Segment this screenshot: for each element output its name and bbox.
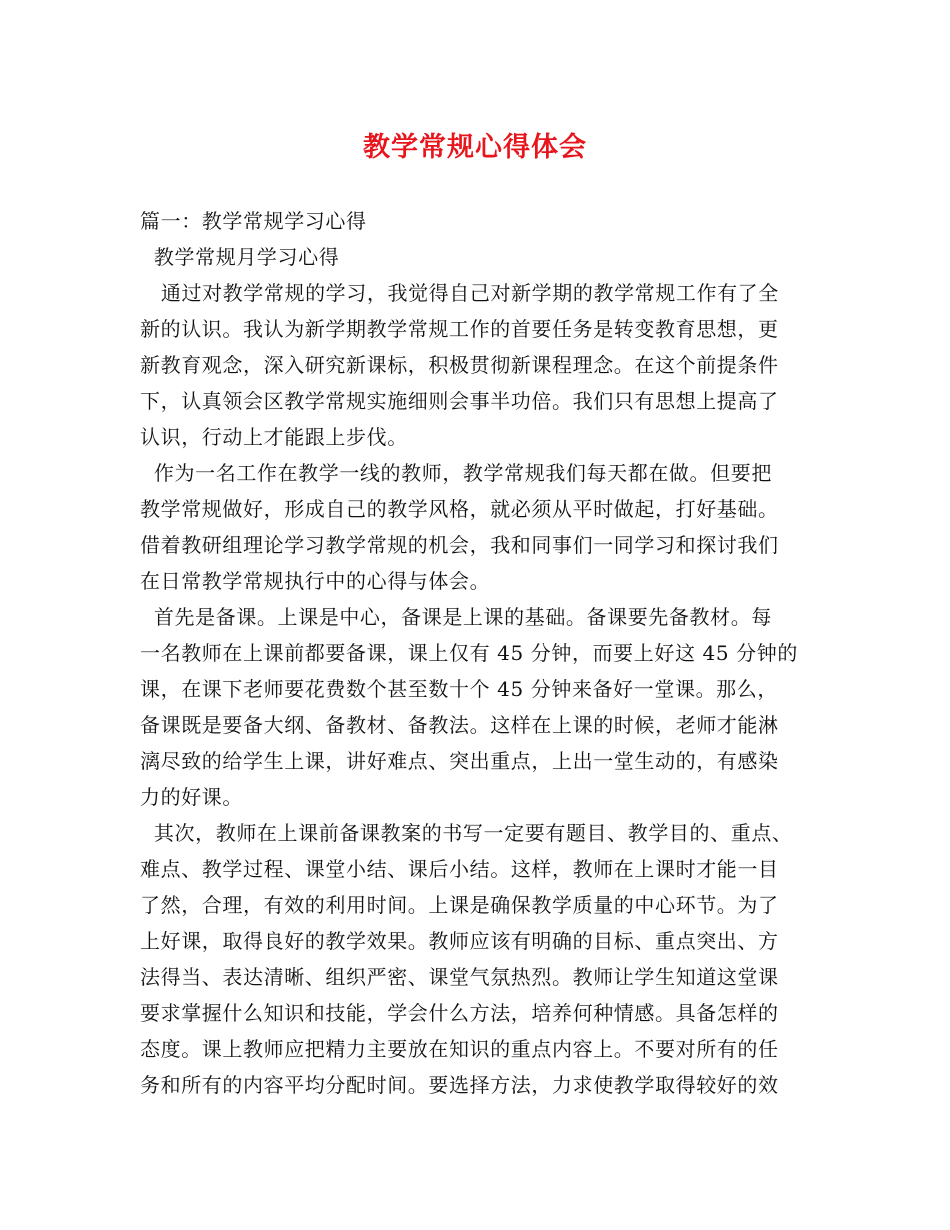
text-line: 力的好课。: [140, 785, 243, 809]
text-line: 务和所有的内容平均分配时间。要选择方法，力求使教学取得较好的效: [140, 1073, 779, 1097]
text-line: 难点、教学过程、课堂小结、课后小结。这样，教师在上课时才能一目: [140, 857, 779, 881]
text-line: 通过对教学常规的学习，我觉得自己对新学期的教学常规工作有了全: [140, 281, 779, 305]
text-line: 新教育观念，深入研究新课标，积极贯彻新课程理念。在这个前提条件: [140, 353, 779, 377]
text-line: 新的认识。我认为新学期教学常规工作的首要任务是转变教育思想，更: [140, 317, 779, 341]
text-line: 要求掌握什么知识和技能，学会什么方法，培养何种情感。具备怎样的: [140, 1001, 779, 1025]
text-line: 教学常规做好，形成自己的教学风格，就必须从平时做起，打好基础。: [140, 497, 779, 521]
text-line: 漓尽致的给学生上课，讲好难点、突出重点，上出一堂生动的，有感染: [140, 749, 779, 773]
text-line: 其次，教师在上课前备课教案的书写一定要有题目、教学目的、重点、: [140, 821, 793, 845]
text-line: 一名教师在上课前都要备课，课上仅有 45 分钟，而要上好这 45 分钟的: [140, 641, 798, 665]
text-line: 了然，合理，有效的利用时间。上课是确保教学质量的中心环节。为了: [140, 893, 779, 917]
text-line: 上好课，取得良好的教学效果。教师应该有明确的目标、重点突出、方: [140, 929, 779, 953]
text-line: 法得当、表达清晰、组织严密、课堂气氛热烈。教师让学生知道这堂课: [140, 965, 779, 989]
text-line: 下，认真领会区教学常规实施细则会事半功倍。我们只有思想上提高了: [140, 389, 779, 413]
text-line: 认识，行动上才能跟上步伐。: [140, 425, 408, 449]
text-line: 在日常教学常规执行中的心得与体会。: [140, 569, 491, 593]
text-line: 借着教研组理论学习教学常规的机会，我和同事们一同学习和探讨我们: [140, 533, 779, 557]
text-line: 备课既是要备大纲、备教材、备教法。这样在上课的时候，老师才能淋: [140, 713, 779, 737]
document-title: 教学常规心得体会: [363, 132, 587, 163]
text-line: 首先是备课。上课是中心，备课是上课的基础。备课要先备教材。每: [140, 605, 772, 629]
text-line: 态度。课上教师应把精力主要放在知识的重点内容上。不要对所有的任: [140, 1037, 779, 1061]
text-line: 教学常规月学习心得: [140, 245, 340, 269]
document-body: [140, 203, 835, 1103]
text-line: 篇一：教学常规学习心得: [140, 209, 367, 233]
text-line: 作为一名工作在教学一线的教师，教学常规我们每天都在做。但要把: [140, 461, 772, 485]
text-line: 课，在课下老师要花费数个甚至数十个 45 分钟来备好一堂课。那么，: [140, 677, 778, 701]
